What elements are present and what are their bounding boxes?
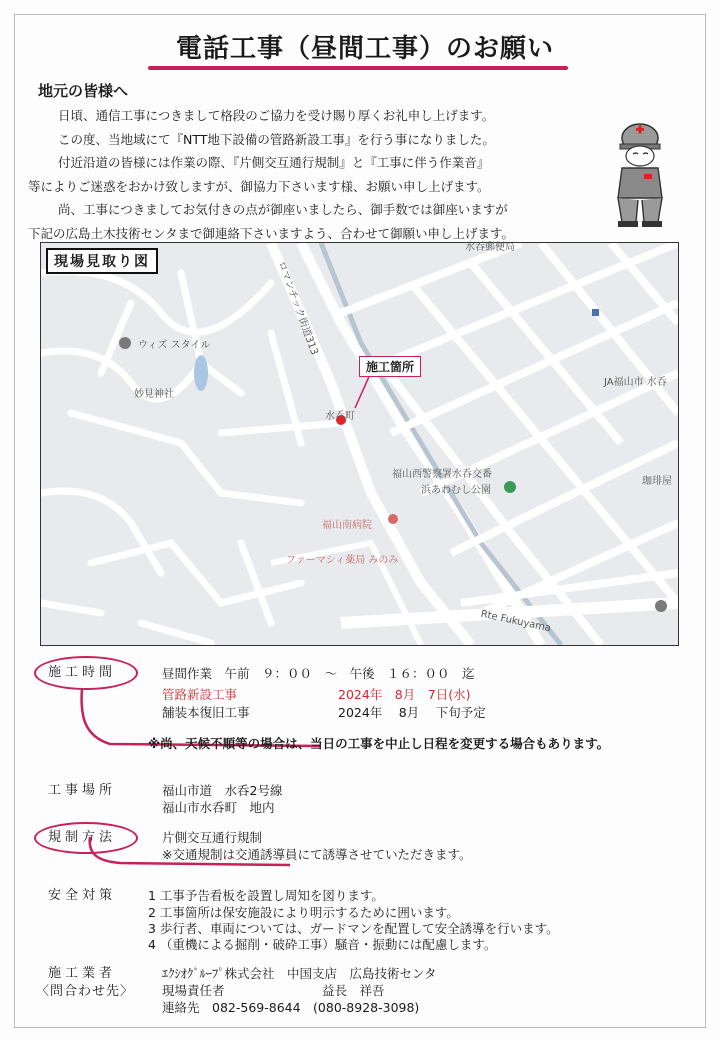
safety-item: 3 歩行者、車両については、ガードマンを配置して安全誘導を行います。 [148, 921, 559, 936]
contact-phone[interactable]: 連絡先 082-569-8644 (080-8928-3098) [162, 1000, 420, 1015]
safety-item: 2 工事箇所は保安施設により明示するために囲います。 [148, 905, 459, 920]
regulation-line1: 片側交互通行規制 [162, 830, 263, 845]
poi-town: 水呑町 [325, 411, 355, 422]
regulation-underline-curve [80, 835, 300, 871]
page-title: 電話工事（昼間工事）のお願い [175, 34, 554, 64]
manager-name: 益長 祥吾 [322, 983, 385, 998]
poi-shrine: 妙見神社 [134, 389, 174, 400]
greeting-line: 等によりご迷惑をおかけ致しますが、御協力下さいます様、お願い申し上げます。 [28, 178, 490, 194]
work1-name: 管路新設工事 [162, 687, 238, 702]
map-title: 現場見取り図 [46, 248, 158, 274]
work1-date: 2024年 8月 7日(水) [338, 687, 471, 702]
poi-cafe: 珈琲屋 [642, 476, 672, 487]
poi-post-office: 水吞郵便局 [465, 242, 515, 253]
greeting-heading: 地元の皆様へ [38, 82, 129, 100]
poi-route: Rte Fukuyama [479, 608, 552, 635]
poi-police-box: 福山西警察署水呑交番 [392, 469, 492, 480]
location-heading: 工事場所 [48, 783, 117, 798]
greeting-line: 尚、工事につきましてお気付きの点が御座いましたら、御手数では御座いますが [58, 202, 508, 217]
bowing-worker-illustration [600, 118, 680, 230]
map-graphic [41, 243, 678, 645]
poi-park: 浜あわむし公園 [421, 485, 491, 496]
schedule-time: 昼間作業 午前 ９：００ ～ 午後 １６：００ 迄 [162, 666, 475, 681]
poi-road: ロマンチック街道313 [275, 259, 320, 357]
safety-heading: 安全対策 [48, 888, 117, 903]
weather-note: ※尚、天候不順等の場合は、当日の工事を中止し日程を変更する場合もあります。 [148, 736, 610, 751]
work2-date: 2024年 8月 下旬予定 [338, 705, 486, 720]
title-underline [148, 66, 568, 70]
manager-label: 現場責任者 [162, 983, 225, 998]
contractor-company: ｴｸｼｵｸﾞﾙｰﾌﾟ株式会社 中国支店 広島技術センタ [162, 966, 437, 981]
site-map[interactable] [40, 242, 679, 646]
safety-item: 4 （重機による掘削・破砕工事）騒音・振動には配慮します。 [148, 937, 497, 952]
poi-hospital: 福山南病院 [322, 520, 372, 531]
location-line1: 福山市道 水呑2号線 [162, 783, 283, 798]
work2-name: 舗装本復旧工事 [162, 705, 250, 720]
schedule-heading: 施工時間 [48, 665, 117, 680]
greeting-line: 日頃、通信工事につきまして格段のご協力を受け賜り厚くお礼申し上げます。 [58, 108, 495, 123]
regulation-heading: 規制方法 [48, 830, 117, 845]
regulation-line2: ※交通規制は交通誘導員にて誘導させていただきます。 [162, 847, 472, 862]
greeting-line: 下記の広島土木技術センタまで御連絡下さいますよう、合わせて御願い申し上げます。 [28, 225, 515, 241]
poi-wiz-style: ウィズ スタイル [138, 340, 211, 351]
safety-item: 1 工事予告看板を設置し周知を図ります。 [148, 888, 384, 903]
contractor-heading: 施工業者 [48, 966, 117, 981]
construction-site-label: 施工箇所 [359, 356, 421, 377]
location-line2: 福山市水呑町 地内 [162, 800, 275, 815]
greeting-line: この度、当地域にて『NTT地下設備の管路新設工事』を行う事になりました。 [58, 131, 495, 147]
greeting-line: 付近沿道の皆様には作業の際、『片側交互通行規制』と『工事に伴う作業音』 [58, 155, 490, 170]
contact-subheading: 〈問合わせ先〉 [36, 984, 135, 999]
greeting-body [28, 104, 578, 245]
poi-pharmacy: ファーマシィ薬局 みのみ [286, 555, 399, 566]
poi-station: JA福山市 水呑 [604, 377, 667, 388]
